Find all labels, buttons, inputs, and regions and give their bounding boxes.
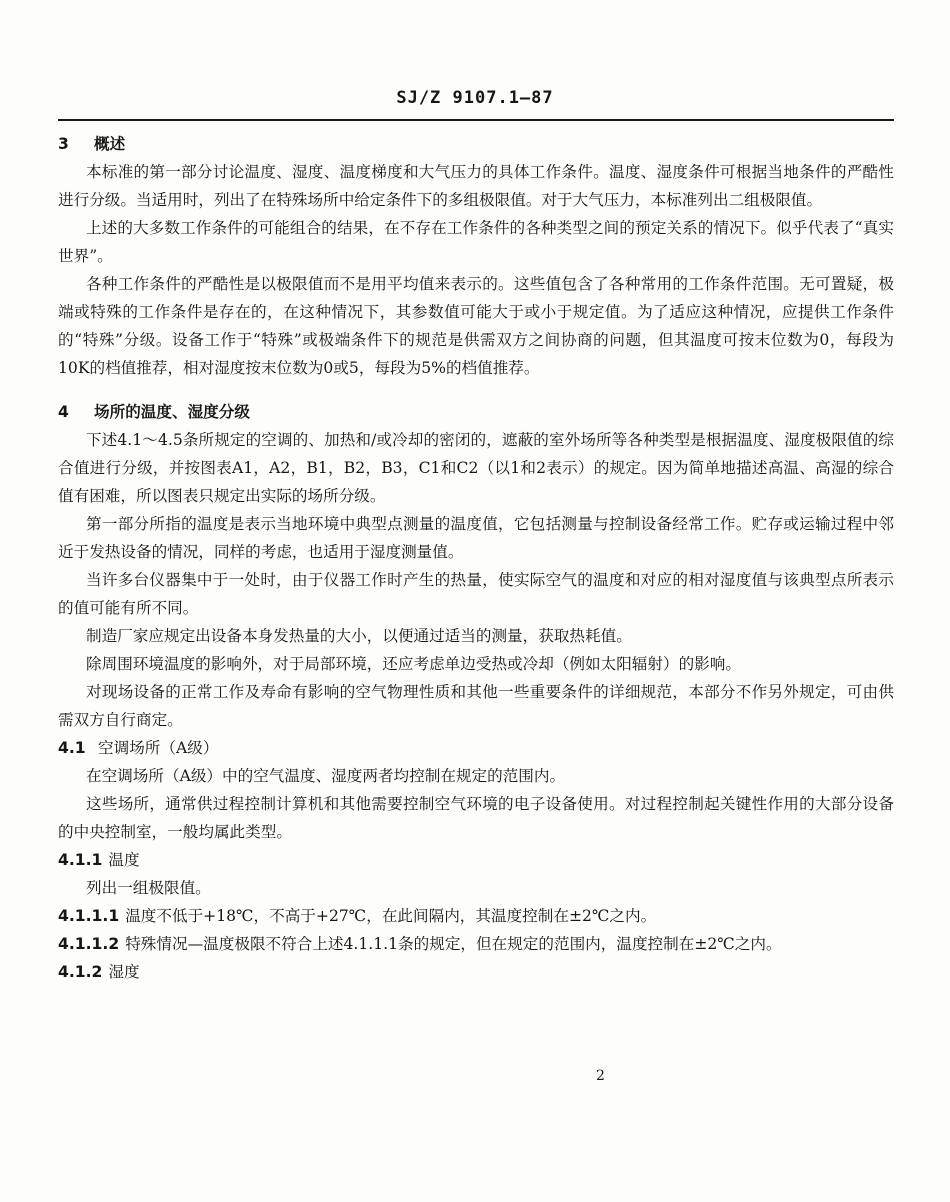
section-number: 4 bbox=[58, 403, 69, 421]
clause-text: 特殊情况—温度极限不符合上述4.1.1.1条的规定，但在规定的范围内，温度控制在±2℃之内。 bbox=[125, 935, 782, 953]
paragraph: 除周围环境温度的影响外，对于局部环境，还应考虑单边受热或冷却（例如太阳辐射）的影响。 bbox=[86, 655, 741, 673]
document-body bbox=[58, 130, 894, 986]
section-title: 场所的温度、湿度分级 bbox=[94, 402, 250, 421]
clause-4-1-1-2 bbox=[58, 930, 894, 958]
paragraph: 下述4.1～4.5条所规定的空调的、加热和/或冷却的密闭的，遮蔽的室外场所等各种类型是根据温度、湿度极限值的综合值进行分级，并按图表A1，A2，B1，B2，B3，C1和C2（以1和2表示）的规定。因为简单地描述高温、高湿的综合值有困难，所以图表只规定出实际的场所分级。 bbox=[58, 431, 894, 505]
paragraph: 这些场所，通常供过程控制计算机和其他需要控制空气环境的电子设备使用。对过程控制起关键性作用的大部分设备的中央控制室，一般均属此类型。 bbox=[58, 795, 894, 841]
clause-number: 4.1.1.2 bbox=[58, 935, 120, 953]
section-title: 温度 bbox=[108, 851, 140, 869]
paragraph: 当许多台仪器集中于一处时，由于仪器工作时产生的热量，使实际空气的温度和对应的相对湿度值与该典型点所表示的值可能有所不同。 bbox=[58, 571, 894, 617]
paragraph: 第一部分所指的温度是表示当地环境中典型点测量的温度值，它包括测量与控制设备经常工作。贮存或运输过程中邻近于发热设备的情况，同样的考虑，也适用于湿度测量值。 bbox=[58, 515, 894, 561]
section-4-heading bbox=[58, 398, 894, 426]
clause-4-1-1-1 bbox=[58, 902, 894, 930]
section-4-1-2-heading bbox=[58, 958, 894, 986]
section-4-1-heading bbox=[58, 734, 894, 762]
section-title: 空调场所（A级） bbox=[98, 739, 219, 757]
paragraph: 在空调场所（A级）中的空气温度、湿度两者均控制在规定的范围内。 bbox=[86, 767, 566, 785]
paragraph: 本标准的第一部分讨论温度、湿度、温度梯度和大气压力的具体工作条件。温度、湿度条件可根据当地条件的严酷性进行分级。当适用时，列出了在特殊场所中给定条件下的多组极限值。对于大气压力，本标准列出二组极限值。 bbox=[58, 163, 894, 209]
section-number: 4.1.1 bbox=[58, 851, 103, 869]
paragraph: 对现场设备的正常工作及寿命有影响的空气物理性质和其他一些重要条件的详细规范，本部分不作另外规定，可由供需双方自行商定。 bbox=[58, 683, 894, 729]
paragraph: 列出一组极限值。 bbox=[86, 879, 211, 897]
standard-code-header: SJ/Z 9107.1—87 bbox=[396, 88, 554, 108]
section-3-heading bbox=[58, 130, 894, 158]
header-rule bbox=[58, 119, 894, 121]
section-number: 4.1.2 bbox=[58, 963, 103, 981]
section-4-1-1-heading bbox=[58, 846, 894, 874]
section-title: 湿度 bbox=[108, 963, 140, 981]
page-number: 2 bbox=[596, 1068, 605, 1084]
paragraph: 制造厂家应规定出设备本身发热量的大小，以便通过适当的测量，获取热耗值。 bbox=[86, 627, 632, 645]
section-number: 3 bbox=[58, 135, 69, 153]
paragraph: 上述的大多数工作条件的可能组合的结果，在不存在工作条件的各种类型之间的预定关系的情况下。似乎代表了“真实世界”。 bbox=[58, 219, 894, 265]
section-number: 4.1 bbox=[58, 739, 86, 757]
paragraph: 各种工作条件的严酷性是以极限值而不是用平均值来表示的。这些值包含了各种常用的工作条件范围。无可置疑，极端或特殊的工作条件是存在的，在这种情况下，其参数值可能大于或小于规定值。为了适应这种情况，应提供工作条件的“特殊”分级。设备工作于“特殊”或极端条件下的规范是供需双方之间协商的问题，但其温度可按末位数为0，每段为10K的档值推荐，相对湿度按末位数为0或5，每段为5%的档值推荐。 bbox=[58, 275, 894, 377]
clause-number: 4.1.1.1 bbox=[58, 907, 120, 925]
section-title: 概述 bbox=[94, 134, 126, 153]
clause-text: 温度不低于+18℃，不高于+27℃，在此间隔内，其温度控制在±2℃之内。 bbox=[125, 907, 657, 925]
